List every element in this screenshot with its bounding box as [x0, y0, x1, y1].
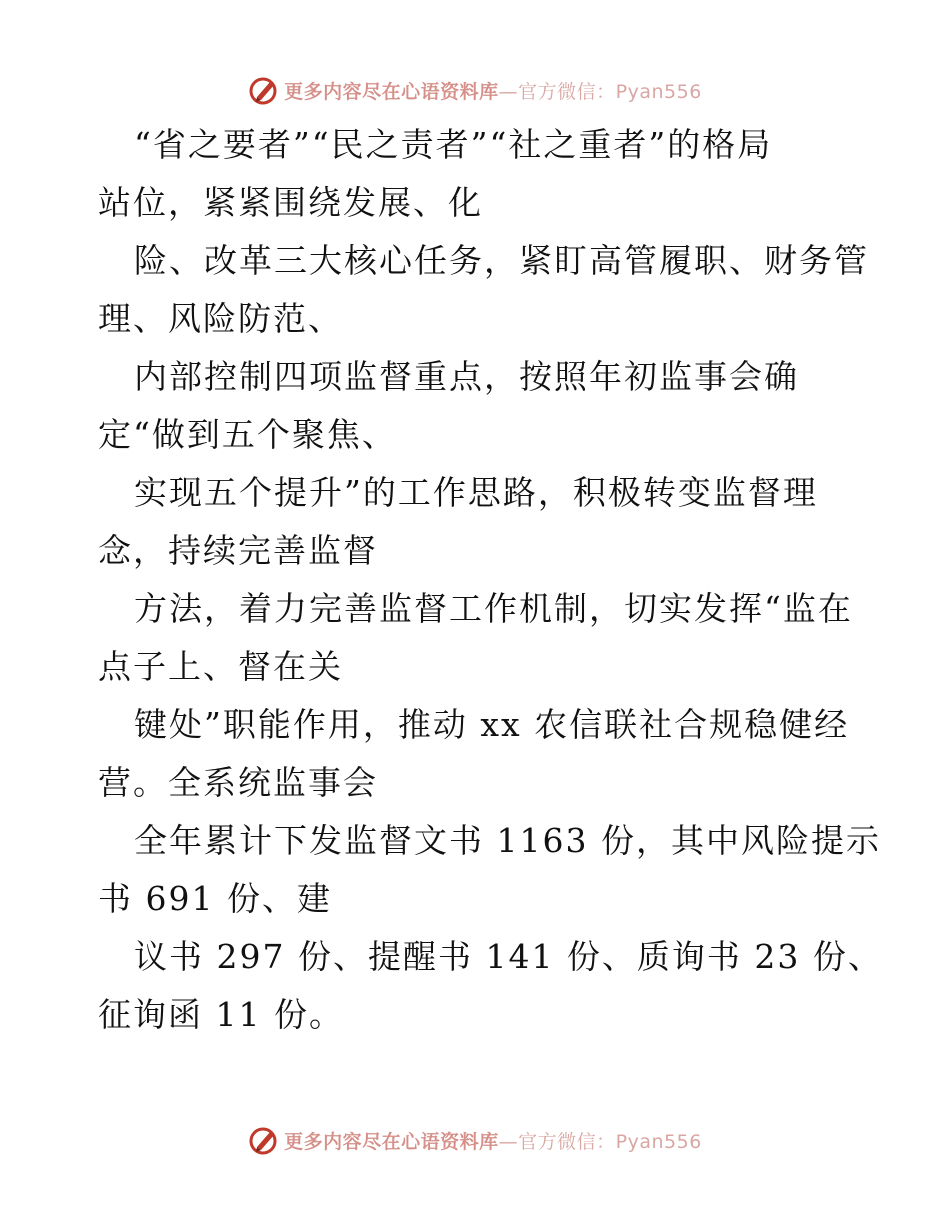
text-line: 方法，着力完善监督工作机制，切实发挥“监在: [134, 589, 853, 628]
text-line: “省之要者”“民之责者”“社之重者”的格局: [134, 125, 773, 164]
text-line: 点子上、督在关: [98, 647, 343, 686]
text-line: 险、改革三大核心任务，紧盯高管履职、财务管: [134, 241, 869, 280]
watermark-brand: 更多内容尽在心语资料库: [284, 1130, 499, 1153]
watermark-header: [0, 70, 950, 110]
text-line: 议书 297 份、提醒书 141 份、质询书 23 份、: [134, 937, 883, 976]
text-line: 书 691 份、建: [98, 879, 332, 918]
watermark-dash: —: [498, 1130, 519, 1153]
text-line: 营。全系统监事会: [98, 763, 378, 802]
text-line: 站位，紧紧围绕发展、化: [98, 183, 483, 222]
text-line: 理、风险防范、: [98, 299, 343, 338]
pen-logo-icon: [248, 74, 280, 106]
text-line: 实现五个提升”的工作思路，积极转变监督理: [134, 473, 818, 512]
text-line: 全年累计下发监督文书 1163 份，其中风险提示: [134, 821, 881, 860]
document-body: [98, 116, 883, 1044]
text-line: 征询函 11 份。: [98, 995, 344, 1034]
text-line: 念，持续完善监督: [98, 531, 378, 570]
watermark-brand: 更多内容尽在心语资料库: [284, 80, 499, 103]
watermark-dash: —: [498, 80, 519, 103]
watermark-footer: [0, 1120, 950, 1160]
pen-logo-icon: [248, 1124, 280, 1156]
text-line: 键处”职能作用，推动 xx 农信联社合规稳健经: [134, 705, 850, 744]
watermark-text: [284, 1127, 702, 1154]
watermark-official: 官方微信：Pyan556: [518, 1130, 702, 1153]
text-line: 内部控制四项监督重点，按照年初监事会确: [134, 357, 799, 396]
text-line: 定“做到五个聚焦、: [98, 415, 397, 454]
watermark-official: 官方微信：Pyan556: [518, 80, 702, 103]
watermark-text: [284, 77, 702, 104]
